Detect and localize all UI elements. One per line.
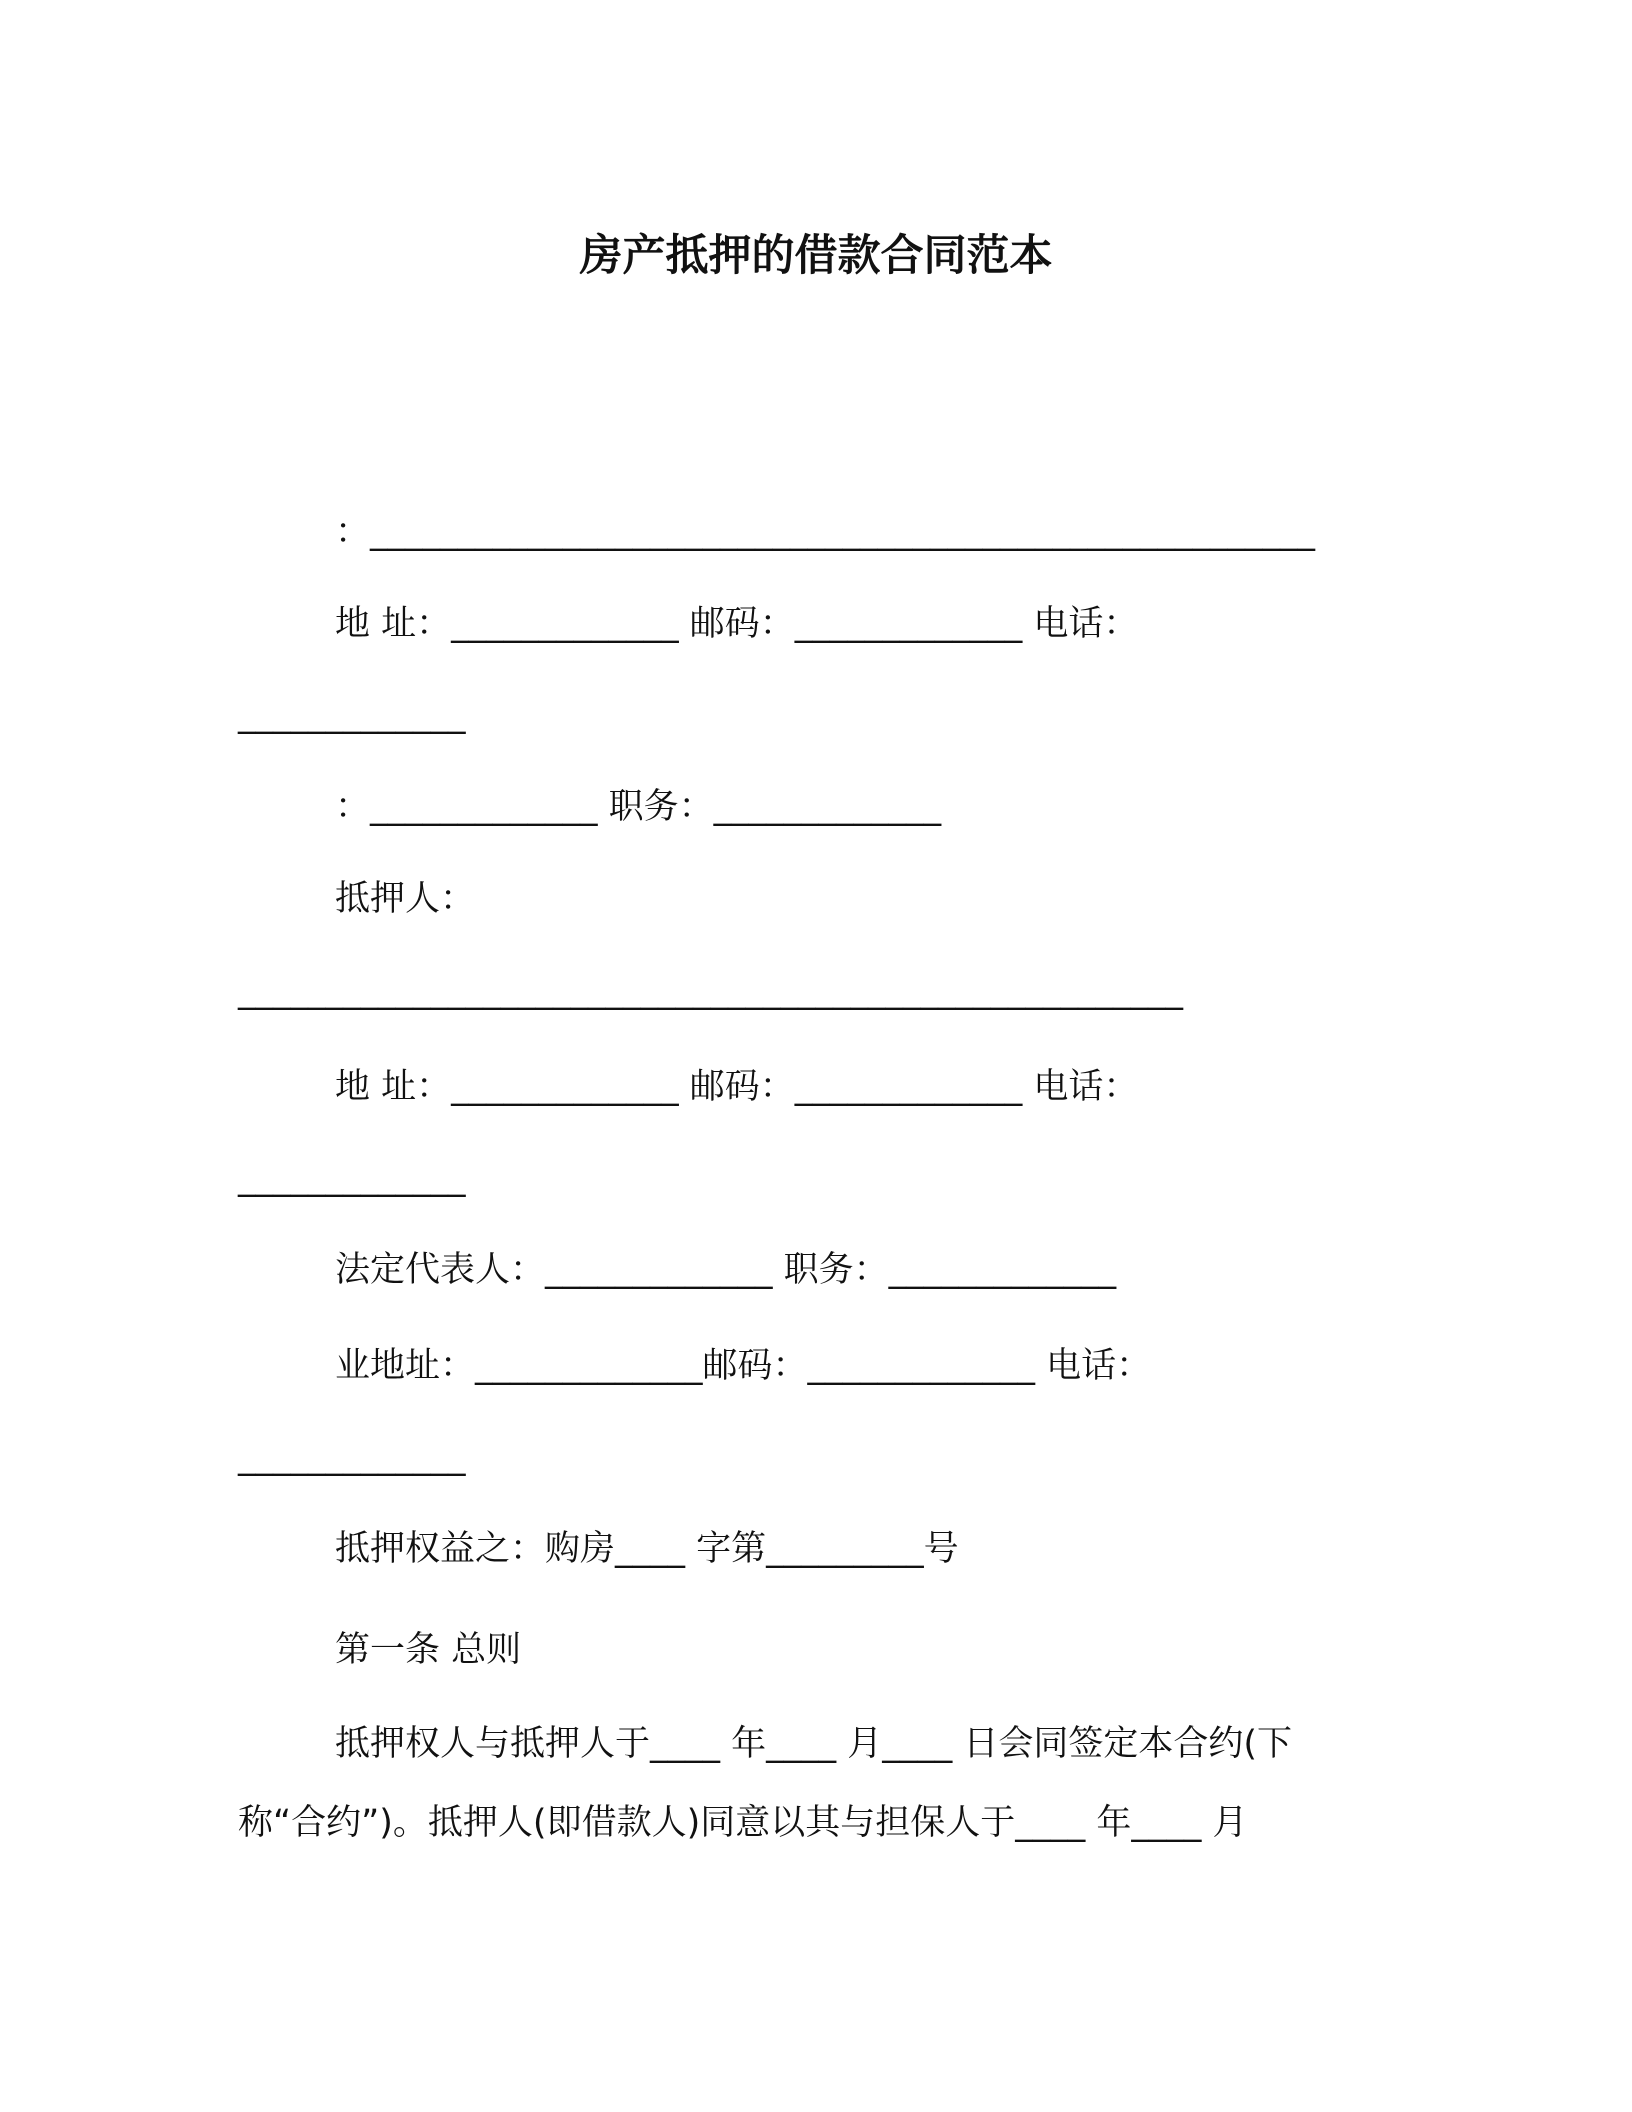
business-phone-blank: _____________ bbox=[238, 1437, 466, 1477]
article-one-paragraph-line-2: 称“合约”)。抵押人(即借款人)同意以其与担保人于____ 年____ 月 bbox=[238, 1803, 1248, 1843]
lender-name-line: ：______________________________________________________ bbox=[335, 512, 1316, 552]
lender-address-line: 地 址：_____________ 邮码：_____________ 电话： bbox=[335, 604, 1139, 644]
mortgagor-address-line: 地 址：_____________ 邮码：_____________ 电话： bbox=[335, 1067, 1139, 1107]
lender-phone-blank: _____________ bbox=[238, 695, 466, 735]
mortgagor-name-blank: ______________________________________________________ bbox=[238, 971, 1183, 1011]
lender-representative-line: ：_____________ 职务：_____________ bbox=[335, 787, 942, 827]
document-title: 房产抵押的借款合同范本 bbox=[579, 231, 1053, 281]
business-address-line: 业地址：_____________邮码：_____________ 电话： bbox=[335, 1346, 1152, 1386]
mortgage-rights-line: 抵押权益之：购房____ 字第_________号 bbox=[335, 1529, 959, 1569]
article-one-heading: 第一条 总则 bbox=[335, 1630, 522, 1670]
article-one-paragraph-line-1: 抵押权人与抵押人于____ 年____ 月____ 日会同签定本合约(下 bbox=[335, 1724, 1293, 1764]
mortgagor-label: 抵押人： bbox=[335, 879, 476, 919]
mortgagor-phone-blank: _____________ bbox=[238, 1158, 466, 1198]
legal-representative-line: 法定代表人：_____________ 职务：_____________ bbox=[335, 1250, 1117, 1290]
